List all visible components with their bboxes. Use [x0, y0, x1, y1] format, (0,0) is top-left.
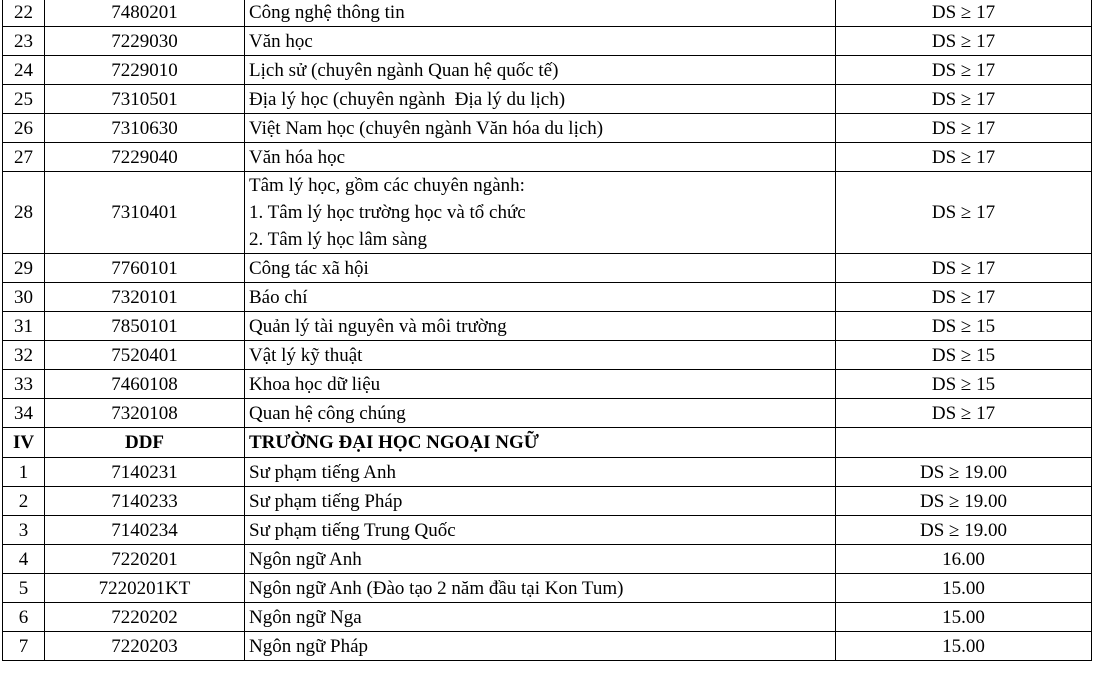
- admission-score: DS ≥ 17: [836, 143, 1092, 172]
- admission-score: 15.00: [836, 574, 1092, 603]
- row-number: 2: [3, 487, 45, 516]
- table-row: [3, 27, 1092, 56]
- admission-score: DS ≥ 17: [836, 114, 1092, 143]
- major-name: Sư phạm tiếng Pháp: [245, 487, 836, 516]
- table-row: [3, 487, 1092, 516]
- table-row: [3, 143, 1092, 172]
- section-score: [836, 428, 1092, 458]
- admission-score: DS ≥ 17: [836, 0, 1092, 27]
- major-name: Sư phạm tiếng Anh: [245, 458, 836, 487]
- table-row: [3, 370, 1092, 399]
- major-code: 7310401: [45, 172, 245, 254]
- table-row: [3, 312, 1092, 341]
- table-row: [3, 254, 1092, 283]
- table-row-multiline: [3, 172, 1092, 254]
- major-code: 7460108: [45, 370, 245, 399]
- major-name-line: 2. Tâm lý học lâm sàng: [249, 229, 428, 250]
- major-code: 7229010: [45, 56, 245, 85]
- major-code: 7140231: [45, 458, 245, 487]
- major-name: Sư phạm tiếng Trung Quốc: [245, 516, 836, 545]
- admission-score: DS ≥ 15: [836, 312, 1092, 341]
- major-code: 7320108: [45, 399, 245, 428]
- major-name: Khoa học dữ liệu: [245, 370, 836, 399]
- table-row: [3, 603, 1092, 632]
- table-row: [3, 458, 1092, 487]
- major-code: 7850101: [45, 312, 245, 341]
- row-number: 29: [3, 254, 45, 283]
- major-code: 7229030: [45, 27, 245, 56]
- major-name: Lịch sử (chuyên ngành Quan hệ quốc tế): [245, 56, 836, 85]
- row-number: 31: [3, 312, 45, 341]
- major-code: 7310630: [45, 114, 245, 143]
- major-code: 7140233: [45, 487, 245, 516]
- admission-score: DS ≥ 17: [836, 85, 1092, 114]
- row-number: 33: [3, 370, 45, 399]
- admission-score: DS ≥ 15: [836, 370, 1092, 399]
- major-code: 7220202: [45, 603, 245, 632]
- section-number: IV: [3, 428, 45, 458]
- major-code: 7520401: [45, 341, 245, 370]
- table-row: [3, 516, 1092, 545]
- major-code: 7229040: [45, 143, 245, 172]
- table-body: [3, 0, 1092, 661]
- major-name: Vật lý kỹ thuật: [245, 341, 836, 370]
- admission-score: DS ≥ 17: [836, 283, 1092, 312]
- row-number: 23: [3, 27, 45, 56]
- major-name: Ngôn ngữ Nga: [245, 603, 836, 632]
- table-row: [3, 341, 1092, 370]
- table-row: [3, 0, 1092, 27]
- row-number: 3: [3, 516, 45, 545]
- admission-score: DS ≥ 19.00: [836, 458, 1092, 487]
- admission-score: DS ≥ 17: [836, 254, 1092, 283]
- admission-score: 16.00: [836, 545, 1092, 574]
- admission-score: DS ≥ 15: [836, 341, 1092, 370]
- admission-score: DS ≥ 17: [836, 56, 1092, 85]
- major-code: 7760101: [45, 254, 245, 283]
- admission-score: DS ≥ 17: [836, 27, 1092, 56]
- row-number: 34: [3, 399, 45, 428]
- major-name: Ngôn ngữ Pháp: [245, 632, 836, 661]
- table-row: [3, 85, 1092, 114]
- row-number: 1: [3, 458, 45, 487]
- major-name: Quan hệ công chúng: [245, 399, 836, 428]
- major-code: 7220201: [45, 545, 245, 574]
- admission-score-table: [2, 0, 1092, 661]
- major-name: Ngôn ngữ Anh: [245, 545, 836, 574]
- major-code: 7220203: [45, 632, 245, 661]
- table-row: [3, 56, 1092, 85]
- major-code: 7220201KT: [45, 574, 245, 603]
- row-number: 7: [3, 632, 45, 661]
- row-number: 24: [3, 56, 45, 85]
- row-number: 26: [3, 114, 45, 143]
- major-name: [245, 172, 836, 254]
- admission-score: DS ≥ 19.00: [836, 487, 1092, 516]
- section-code: DDF: [45, 428, 245, 458]
- major-name-line: 1. Tâm lý học trường học và tổ chức: [249, 202, 526, 223]
- admission-score: DS ≥ 17: [836, 172, 1092, 254]
- table-row: [3, 399, 1092, 428]
- row-number: 25: [3, 85, 45, 114]
- major-code: 7480201: [45, 0, 245, 27]
- row-number: 32: [3, 341, 45, 370]
- table-row: [3, 545, 1092, 574]
- major-name: Việt Nam học (chuyên ngành Văn hóa du lịch): [245, 114, 836, 143]
- row-number: 30: [3, 283, 45, 312]
- row-number: 4: [3, 545, 45, 574]
- major-code: 7310501: [45, 85, 245, 114]
- admission-score: 15.00: [836, 632, 1092, 661]
- table-row: [3, 114, 1092, 143]
- section-title: TRƯỜNG ĐẠI HỌC NGOẠI NGỮ: [245, 428, 836, 458]
- major-name: Ngôn ngữ Anh (Đào tạo 2 năm đầu tại Kon Tum): [245, 574, 836, 603]
- major-name-line: Tâm lý học, gồm các chuyên ngành:: [249, 175, 525, 196]
- table-row: [3, 632, 1092, 661]
- major-code: 7320101: [45, 283, 245, 312]
- major-name: Văn hóa học: [245, 143, 836, 172]
- row-number: 6: [3, 603, 45, 632]
- admission-score: 15.00: [836, 603, 1092, 632]
- major-name: Văn học: [245, 27, 836, 56]
- section-header-row: [3, 428, 1092, 458]
- admission-score: DS ≥ 19.00: [836, 516, 1092, 545]
- major-name: Địa lý học (chuyên ngành Địa lý du lịch): [245, 85, 836, 114]
- admission-score: DS ≥ 17: [836, 399, 1092, 428]
- row-number: 5: [3, 574, 45, 603]
- table-row: [3, 283, 1092, 312]
- table-row: [3, 574, 1092, 603]
- row-number: 28: [3, 172, 45, 254]
- row-number: 22: [3, 0, 45, 27]
- major-name: Báo chí: [245, 283, 836, 312]
- major-name: Công nghệ thông tin: [245, 0, 836, 27]
- major-code: 7140234: [45, 516, 245, 545]
- major-name: Quản lý tài nguyên và môi trường: [245, 312, 836, 341]
- major-name: Công tác xã hội: [245, 254, 836, 283]
- row-number: 27: [3, 143, 45, 172]
